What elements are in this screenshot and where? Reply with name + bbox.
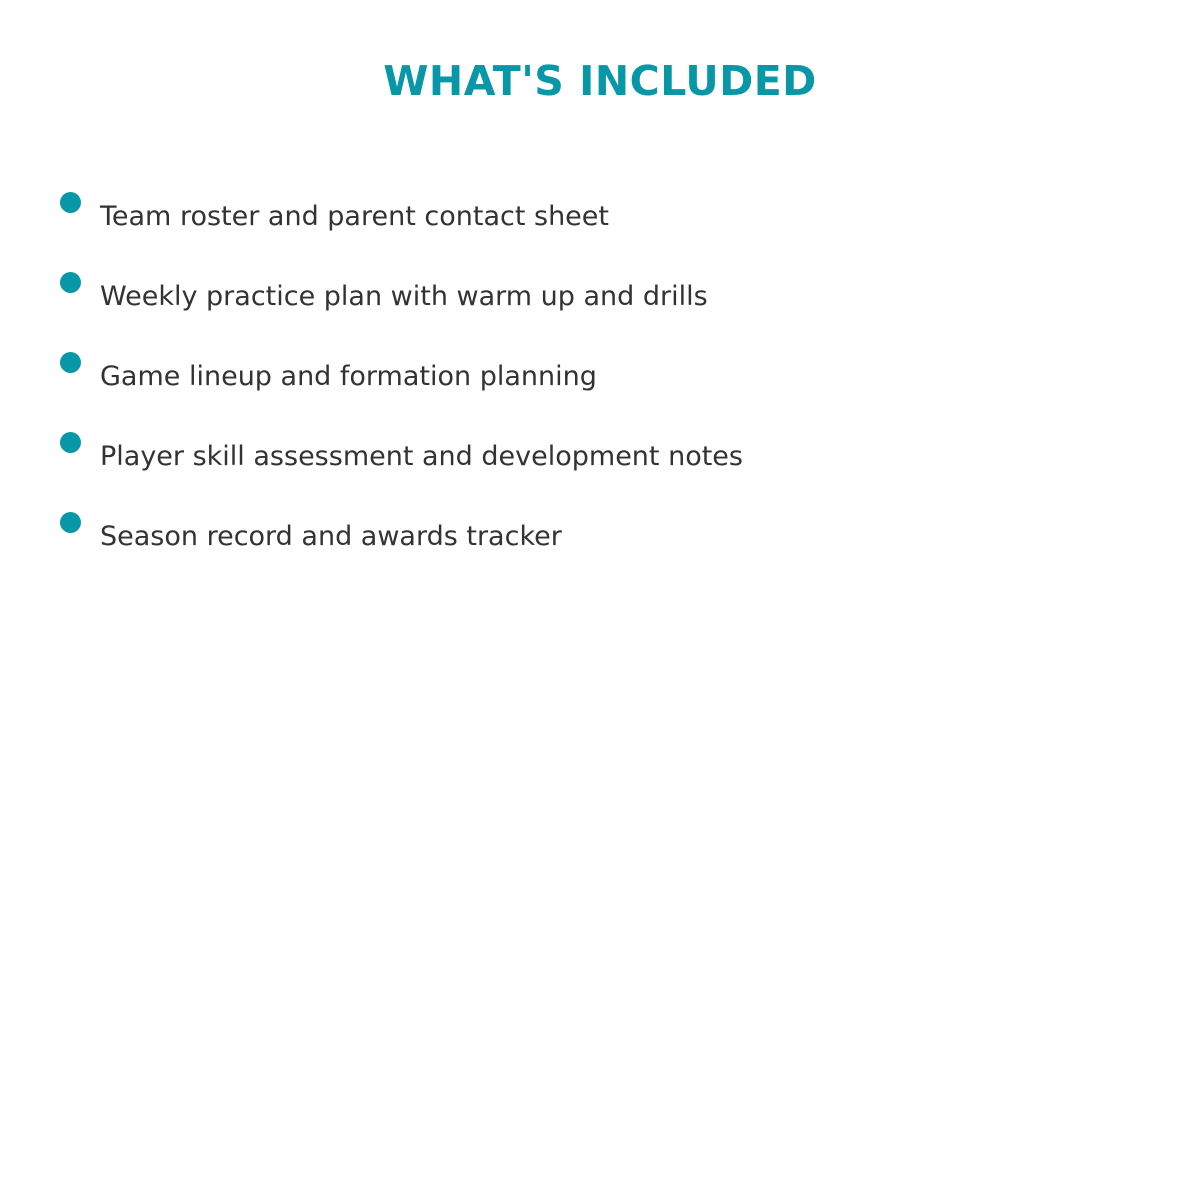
list-item-label: Player skill assessment and development notes xyxy=(100,441,743,472)
list-item-label: Game lineup and formation planning xyxy=(100,361,597,392)
page-title: WHAT'S INCLUDED xyxy=(383,57,817,105)
list-item-label: Weekly practice plan with warm up and drills xyxy=(100,281,708,312)
bullet-dot-icon xyxy=(60,192,81,213)
bullet-dot-icon xyxy=(60,352,81,373)
bullet-dot-icon xyxy=(60,432,81,453)
bullet-dot-icon xyxy=(60,512,81,533)
list-item-label: Season record and awards tracker xyxy=(100,521,562,552)
list-item-label: Team roster and parent contact sheet xyxy=(100,201,609,232)
bullet-dot-icon xyxy=(60,272,81,293)
